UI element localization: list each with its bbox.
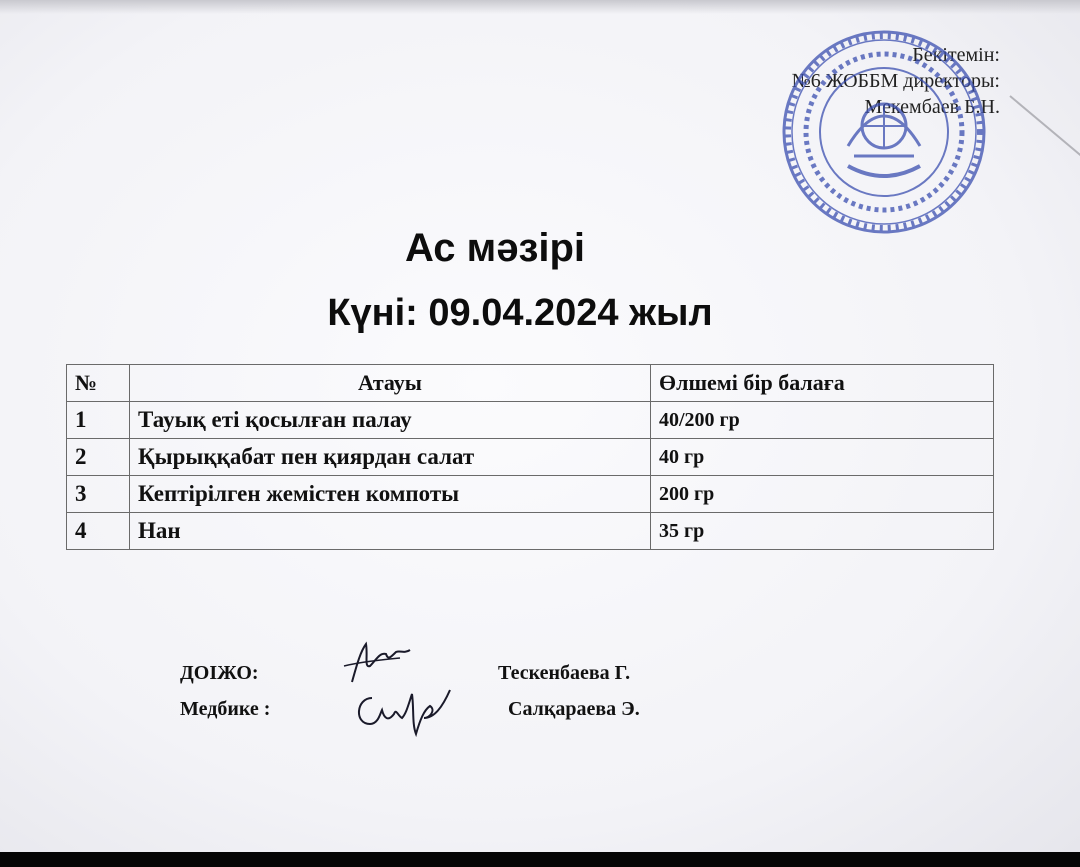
row-number: 1 [67, 402, 130, 439]
row-dish-name: Нан [130, 513, 651, 550]
row-number: 4 [67, 513, 130, 550]
row-number: 2 [67, 439, 130, 476]
row-dish-name: Тауық еті қосылған палау [130, 402, 651, 439]
signature-block [180, 662, 780, 734]
menu-date: Күні: 09.04.2024 жыл [327, 292, 713, 334]
signer-name: Тескенбаева Г. [498, 662, 631, 684]
signer-role: Медбике : [180, 698, 271, 720]
handwritten-signature [340, 638, 430, 688]
approval-heading: Бекітемін: [912, 44, 1000, 66]
signer-role: ДОІЖО: [180, 662, 259, 684]
row-portion: 40/200 гр [651, 402, 994, 439]
table-row [67, 402, 994, 439]
table-row [67, 513, 994, 550]
header-name: Атауы [130, 365, 651, 402]
approval-director-name: Мекембаев Б.Н. [864, 96, 1000, 118]
table-row [67, 476, 994, 513]
table-row [67, 439, 994, 476]
approval-position: №6 ЖОББМ директоры: [791, 70, 1000, 92]
header-number: № [67, 365, 130, 402]
header-amount: Өлшемі бір балаға [651, 365, 994, 402]
signer-name: Салқараева Э. [508, 698, 640, 720]
table-header-row [67, 365, 994, 402]
row-portion: 40 гр [651, 439, 994, 476]
row-portion: 35 гр [651, 513, 994, 550]
handwritten-signature [350, 684, 460, 740]
row-portion: 200 гр [651, 476, 994, 513]
menu-title: Ас мәзірі [404, 226, 586, 270]
menu-table [66, 364, 994, 550]
round-seal-stamp [778, 26, 990, 238]
row-number: 3 [67, 476, 130, 513]
row-dish-name: Кептірілген жемістен компоты [130, 476, 651, 513]
signature-row [180, 698, 780, 734]
paper-top-edge [0, 0, 1080, 14]
bottom-black-bar [0, 852, 1080, 867]
signature-row [180, 662, 780, 698]
row-dish-name: Қырыққабат пен қиярдан салат [130, 439, 651, 476]
